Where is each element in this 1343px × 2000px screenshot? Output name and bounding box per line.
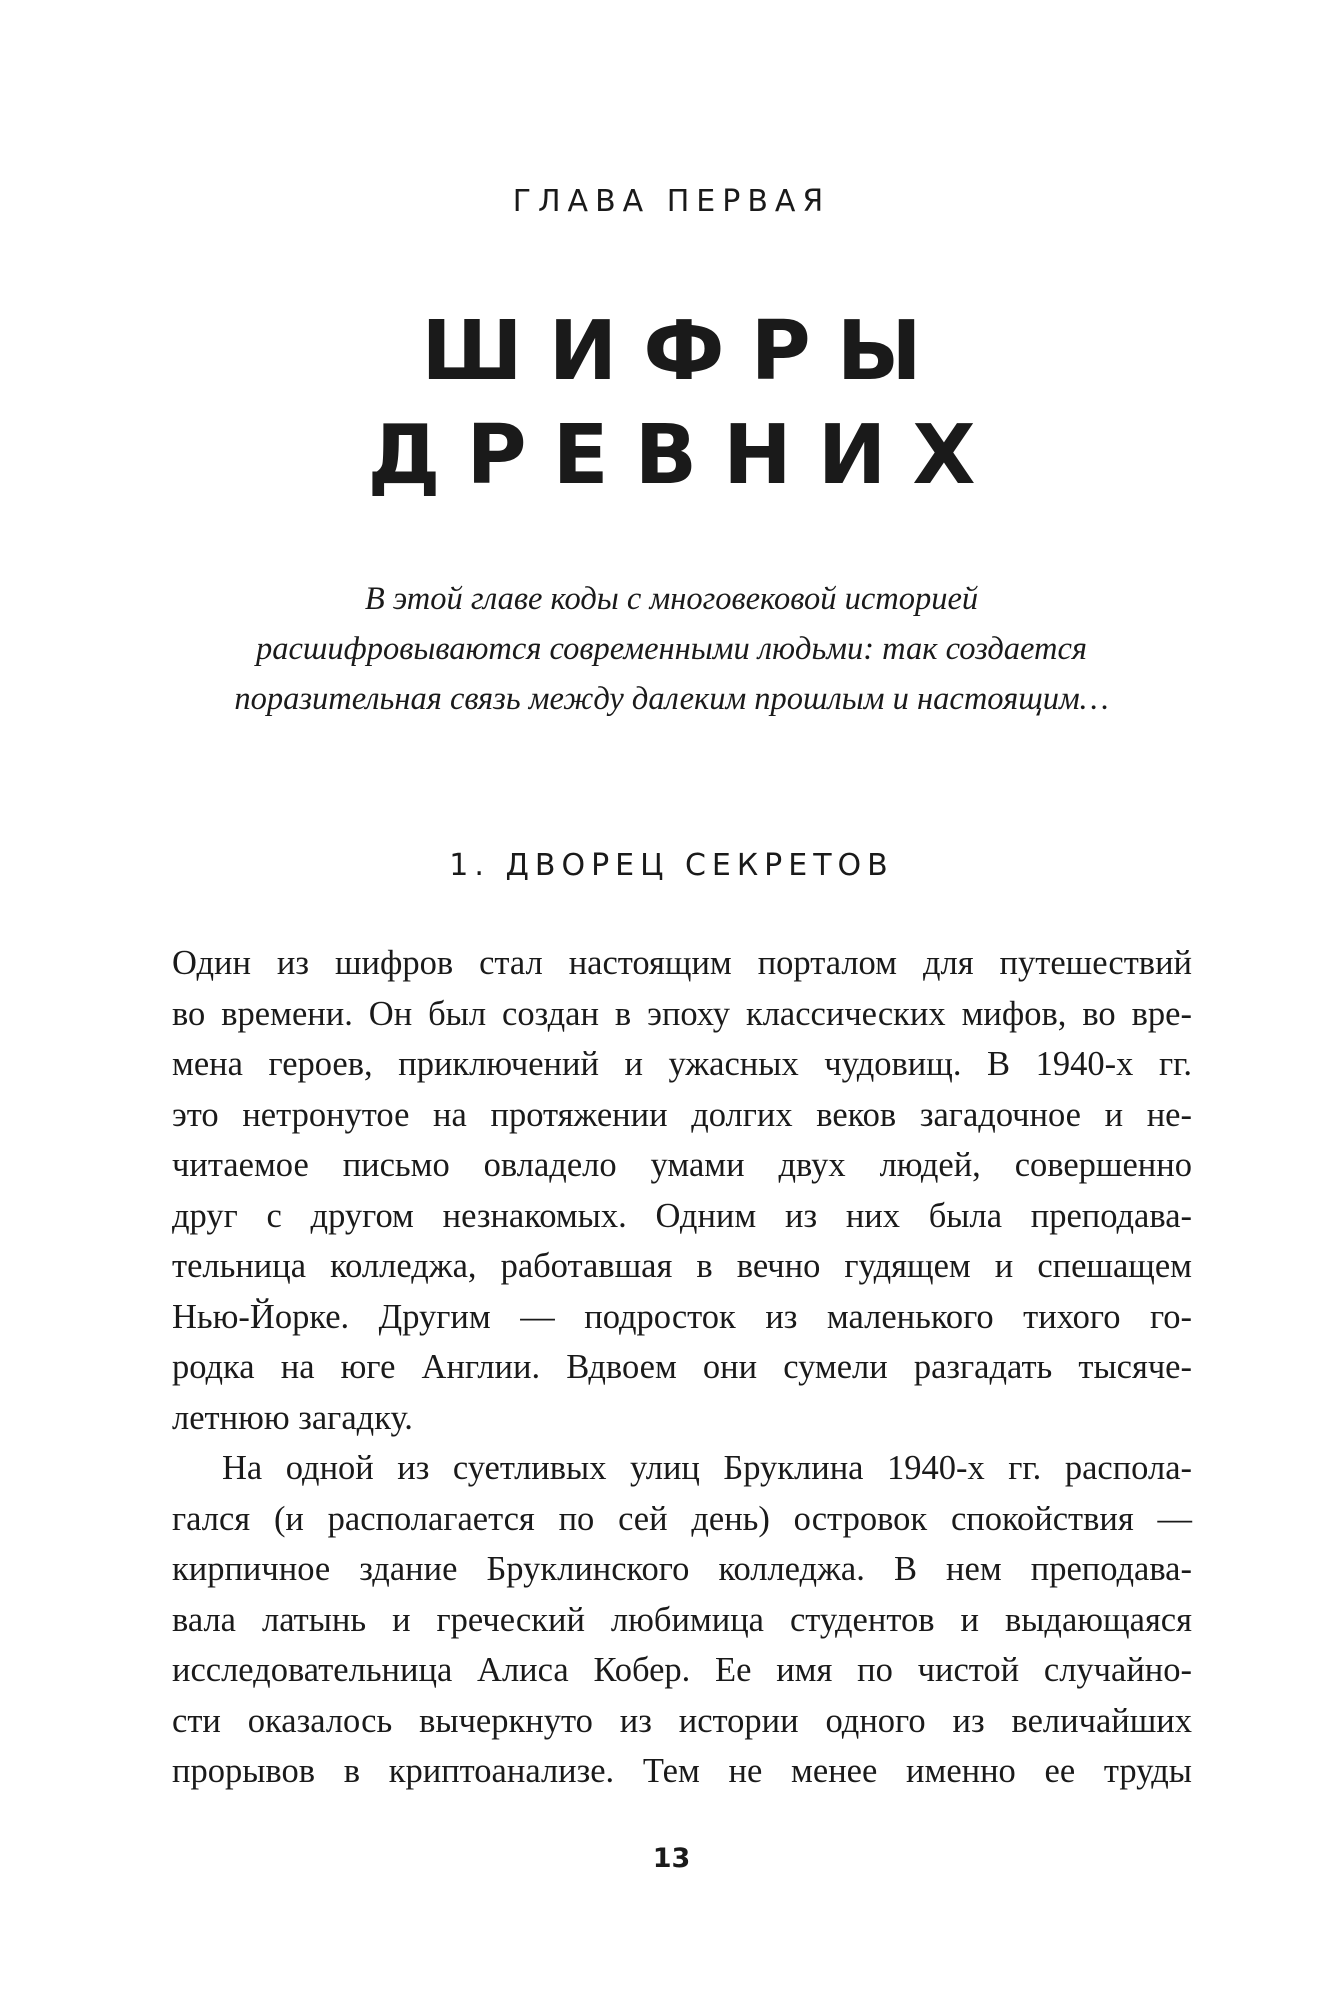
- body-text: [172, 938, 1192, 1797]
- body-line: друг с другом незнакомых. Одним из них была преподава-: [172, 1196, 1192, 1235]
- epigraph-line: расшифровываются современными людьми: так создается: [255, 631, 1088, 667]
- body-line: летнюю загадку.: [172, 1398, 413, 1437]
- chapter-title-line: ШИФРЫ: [421, 304, 948, 399]
- body-line: Нью-Йорке. Другим — подросток из маленького тихого го-: [172, 1297, 1192, 1336]
- epigraph-line: В этой главе коды с многовековой историей: [364, 581, 979, 617]
- section-heading: 1. ДВОРЕЦ СЕКРЕТОВ: [449, 848, 894, 883]
- body-line: читаемое письмо овладело умами двух людей, совершенно: [172, 1146, 1192, 1184]
- body-line: это нетронутое на протяжении долгих веков загадочное и не-: [172, 1095, 1192, 1134]
- body-line: Один из шифров стал настоящим порталом для путешествий: [172, 944, 1192, 982]
- body-line: На одной из суетливых улиц Бруклина 1940-х гг. распола-: [222, 1449, 1192, 1487]
- body-line: сти оказалось вычеркнуто из истории одного из величайших: [172, 1701, 1192, 1740]
- chapter-title-line: ДРЕВНИХ: [367, 408, 1002, 503]
- body-line: исследовательница Алиса Кобер. Ее имя по чистой случайно-: [172, 1651, 1192, 1689]
- body-line: родка на юге Англии. Вдвоем они сумели разгадать тысяче-: [172, 1348, 1192, 1386]
- body-line: тельница колледжа, работавшая в вечно гудящем и спешащем: [172, 1247, 1192, 1285]
- page-number: 13: [652, 1843, 691, 1874]
- body-line: мена героев, приключений и ужасных чудовищ. В 1940-х гг.: [172, 1045, 1192, 1083]
- chapter-title: [0, 300, 1343, 508]
- body-line: кирпичное здание Бруклинского колледжа. В нем преподава-: [172, 1550, 1192, 1588]
- body-line: вала латынь и греческий любимица студентов и выдающаяся: [172, 1600, 1192, 1639]
- epigraph: [0, 574, 1343, 724]
- body-line: гался (и располагается по сей день) островок спокойствия —: [172, 1499, 1192, 1538]
- epigraph-line: поразительная связь между далеким прошлым и настоящим…: [234, 681, 1109, 717]
- body-line: во времени. Он был создан в эпоху классических мифов, во вре-: [172, 994, 1192, 1033]
- body-line: прорывов в криптоанализе. Тем не менее именно ее труды: [172, 1752, 1192, 1790]
- chapter-label: ГЛАВА ПЕРВАЯ: [512, 184, 831, 219]
